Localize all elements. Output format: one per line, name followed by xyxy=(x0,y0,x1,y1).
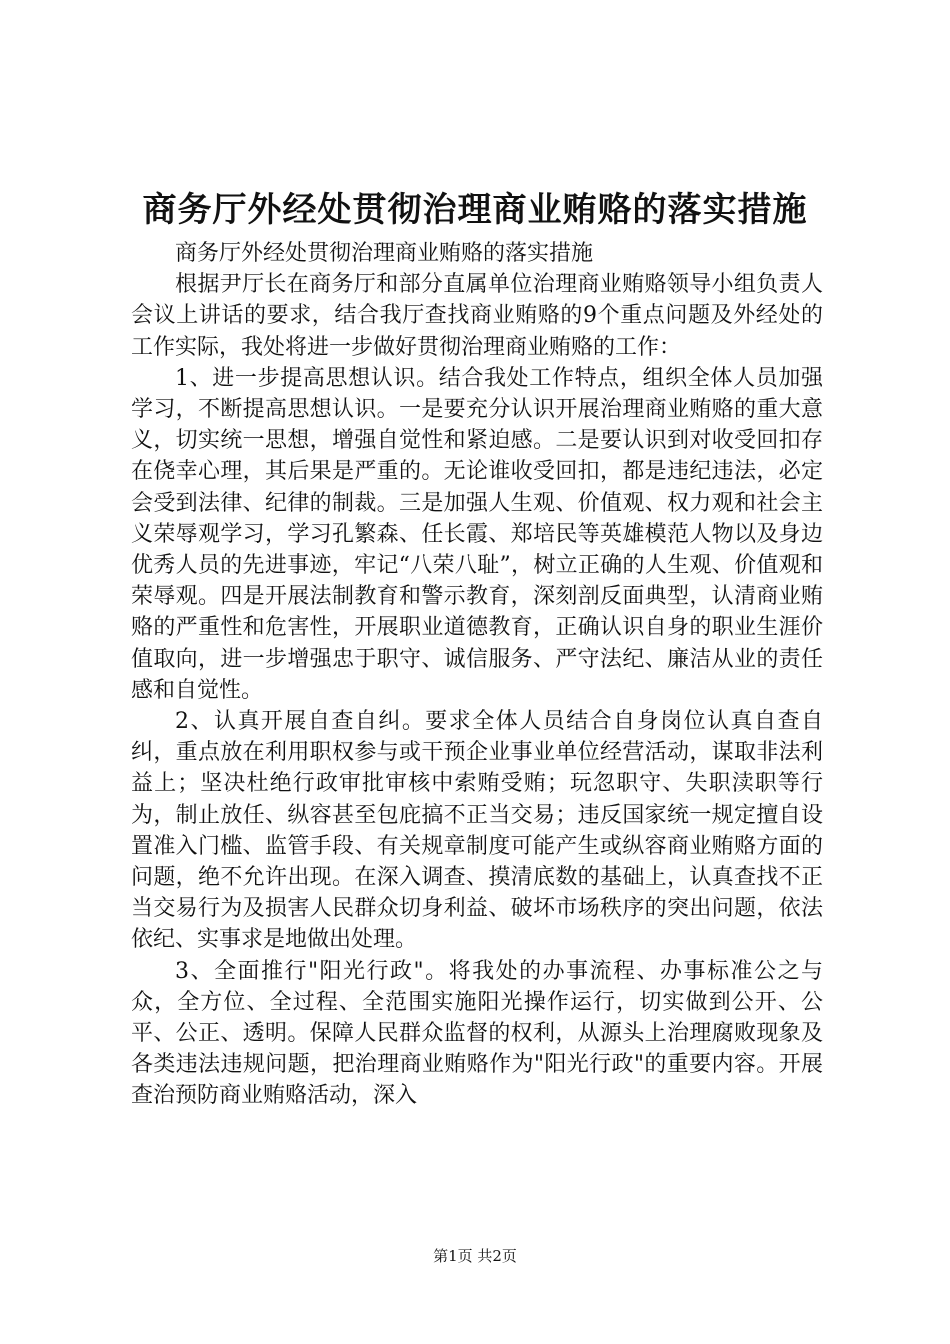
page-footer: 第1页 共2页 xyxy=(433,1247,517,1265)
paragraph-subtitle: 商务厅外经处贯彻治理商业贿赂的落实措施 xyxy=(175,241,594,266)
paragraph-item-3: 3、全面推行"阳光行政"。将我处的办事流程、办事标准公之与众，全方位、全过程、全范围实施阳光操作运行，切实做到公开、公平、公正、透明。保障人民群众监督的权利，从源头上治理腐败现象及各类违法违规问题，把治理商业贿赂作为"阳光行政"的重要内容。开展查治预防商业贿赂活动，深入 xyxy=(131,958,823,1109)
document-body xyxy=(131,238,823,1112)
paragraph-intro: 根据尹厅长在商务厅和部分直属单位治理商业贿赂领导小组负责人会议上讲话的要求，结合我厅查找商业贿赂的9个重点问题及外经处的工作实际，我处将进一步做好贯彻治理商业贿赂的工作： xyxy=(131,272,823,360)
document-title: 商务厅外经处贯彻治理商业贿赂的落实措施 xyxy=(142,190,808,230)
paragraph-item-1: 1、进一步提高思想认识。结合我处工作特点，组织全体人员加强学习，不断提高思想认识。一是要充分认识开展治理商业贿赂的重大意义，切实统一思想，增强自觉性和紧迫感。二是要认识到对收受回扣存在侥幸心理，其后果是严重的。无论谁收受回扣，都是违纪违法，必定会受到法律、纪律的制裁。三是加强人生观、价值观、权力观和社会主义荣辱观学习，学习孔繁森、任长霞、郑培民等英雄模范人物以及身边优秀人员的先进事迹，牢记“八荣八耻”，树立正确的人生观、价值观和荣辱观。四是开展法制教育和警示教育，深刻剖反面典型，认清商业贿赂的严重性和危害性，开展职业道德教育，正确认识自身的职业生涯价值取向，进一步增强忠于职守、诚信服务、严守法纪、廉洁从业的责任感和自觉性。 xyxy=(131,365,823,703)
paragraph-item-2: 2、认真开展自查自纠。要求全体人员结合自身岗位认真自查自纠，重点放在利用职权参与或干预企业事业单位经营活动，谋取非法利益上；坚决杜绝行政审批审核中索贿受贿；玩忽职守、失职渎职等行为，制止放任、纵容甚至包庇搞不正当交易；违反国家统一规定擅自设置准入门槛、监管手段、有关规章制度可能产生或纵容商业贿赂方面的问题，绝不允许出现。在深入调查、摸清底数的基础上，认真查找不正当交易行为及损害人民群众切身利益、破坏市场秩序的突出问题，依法依纪、实事求是地做出处理。 xyxy=(131,709,823,953)
